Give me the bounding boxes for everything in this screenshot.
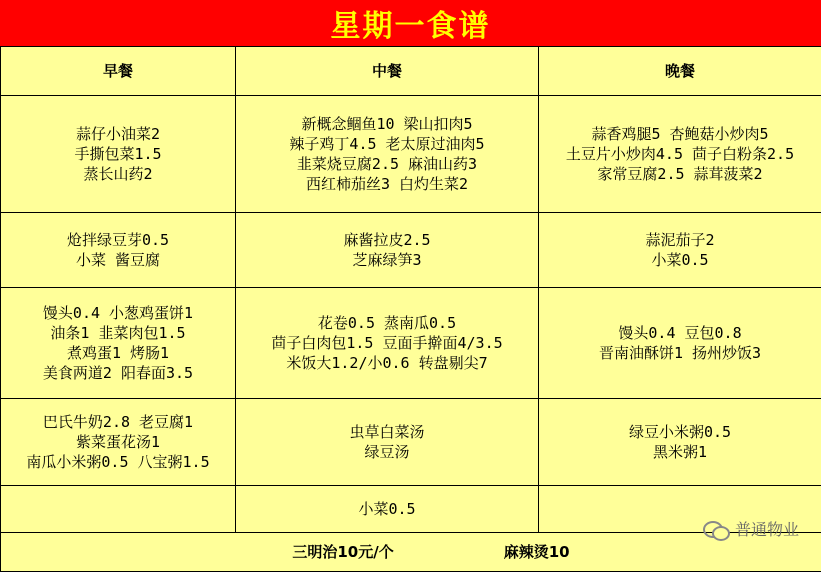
menu-cell-breakfast	[1, 288, 236, 399]
dish-line: 家常豆腐2.5 蒜茸菠菜2	[597, 165, 763, 183]
menu-cell-breakfast	[1, 213, 236, 288]
watermark	[703, 517, 799, 540]
dish-line: 炝拌绿豆芽0.5	[66, 231, 170, 249]
menu-cell-dinner	[539, 399, 821, 486]
menu-cell-dinner	[539, 288, 821, 399]
dish-line: 馒头0.4 豆包0.8	[618, 324, 742, 342]
dish-line: 新概念鲴鱼10 梁山扣肉5	[301, 115, 473, 133]
dish-line: 小菜0.5	[651, 251, 709, 269]
footer-cell	[1, 533, 821, 572]
menu-cell-breakfast	[1, 96, 236, 213]
dish-line: 南瓜小米粥0.5 八宝粥1.5	[26, 453, 210, 471]
dish-line: 花卷0.5 蒸南瓜0.5	[317, 314, 457, 332]
header-row	[1, 47, 821, 96]
menu-cell-lunch	[236, 399, 539, 486]
menu-cell-lunch	[236, 213, 539, 288]
menu-row	[1, 486, 821, 533]
header-dinner: 晚餐	[539, 47, 821, 96]
dish-line: 韭菜烧豆腐2.5 麻油山药3	[296, 155, 478, 173]
menu-cell-breakfast	[1, 399, 236, 486]
header-breakfast: 早餐	[1, 47, 236, 96]
menu-row	[1, 399, 821, 486]
menu-table	[0, 46, 821, 572]
sandwich-price: 三明治10元/个	[292, 543, 394, 561]
dish-line: 巴氏牛奶2.8 老豆腐1	[42, 413, 194, 431]
dish-line: 茴子白肉包1.5 豆面手擀面4/3.5	[271, 334, 503, 352]
page-title: 星期一食谱	[330, 9, 491, 44]
dish-line: 紫菜蛋花汤1	[75, 433, 161, 451]
menu-row	[1, 288, 821, 399]
dish-line: 西红柿茄丝3 白灼生菜2	[305, 175, 469, 193]
dish-line: 辣子鸡丁4.5 老太原过油肉5	[289, 135, 485, 153]
dish-line: 虫草白菜汤	[349, 423, 425, 441]
malatang-price: 麻辣烫10	[503, 543, 570, 561]
dish-line: 蒸长山药2	[83, 165, 153, 183]
dish-line: 晋南油酥饼1 扬州炒饭3	[598, 344, 762, 362]
menu-row	[1, 96, 821, 213]
dish-line: 黑米粥1	[652, 443, 708, 461]
dish-line: 蒜泥茄子2	[645, 231, 715, 249]
dish-line: 蒜香鸡腿5 杏鲍菇小炒肉5	[591, 125, 769, 143]
dish-line: 芝麻绿笋3	[352, 251, 422, 269]
dish-line: 馒头0.4 小葱鸡蛋饼1	[42, 304, 194, 322]
dish-line: 米饭大1.2/小0.6 转盘剔尖7	[286, 354, 488, 372]
menu-row	[1, 213, 821, 288]
menu-cell-lunch	[236, 288, 539, 399]
menu-cell-breakfast	[1, 486, 236, 533]
watermark-text: 普通物业	[734, 520, 799, 539]
footer-row	[1, 533, 821, 572]
wechat-icon	[703, 519, 729, 539]
dish-line: 小菜 酱豆腐	[75, 251, 161, 269]
header-lunch: 中餐	[236, 47, 539, 96]
dish-line: 麻酱拉皮2.5	[343, 231, 431, 249]
dish-line: 蒜仔小油菜2	[75, 125, 161, 143]
menu-cell-lunch	[236, 96, 539, 213]
dish-line: 手撕包菜1.5	[74, 145, 162, 163]
menu-cell-lunch	[236, 486, 539, 533]
dish-line: 小菜0.5	[358, 500, 416, 518]
menu-cell-dinner	[539, 96, 821, 213]
menu-cell-dinner	[539, 213, 821, 288]
dish-line: 美食两道2 阳春面3.5	[42, 364, 194, 382]
title-bar	[0, 0, 821, 46]
dish-line: 土豆片小炒肉4.5 茴子白粉条2.5	[565, 145, 795, 163]
dish-line: 绿豆汤	[364, 443, 410, 461]
dish-line: 油条1 韭菜肉包1.5	[50, 324, 186, 342]
dish-line: 煮鸡蛋1 烤肠1	[66, 344, 170, 362]
dish-line: 绿豆小米粥0.5	[628, 423, 732, 441]
